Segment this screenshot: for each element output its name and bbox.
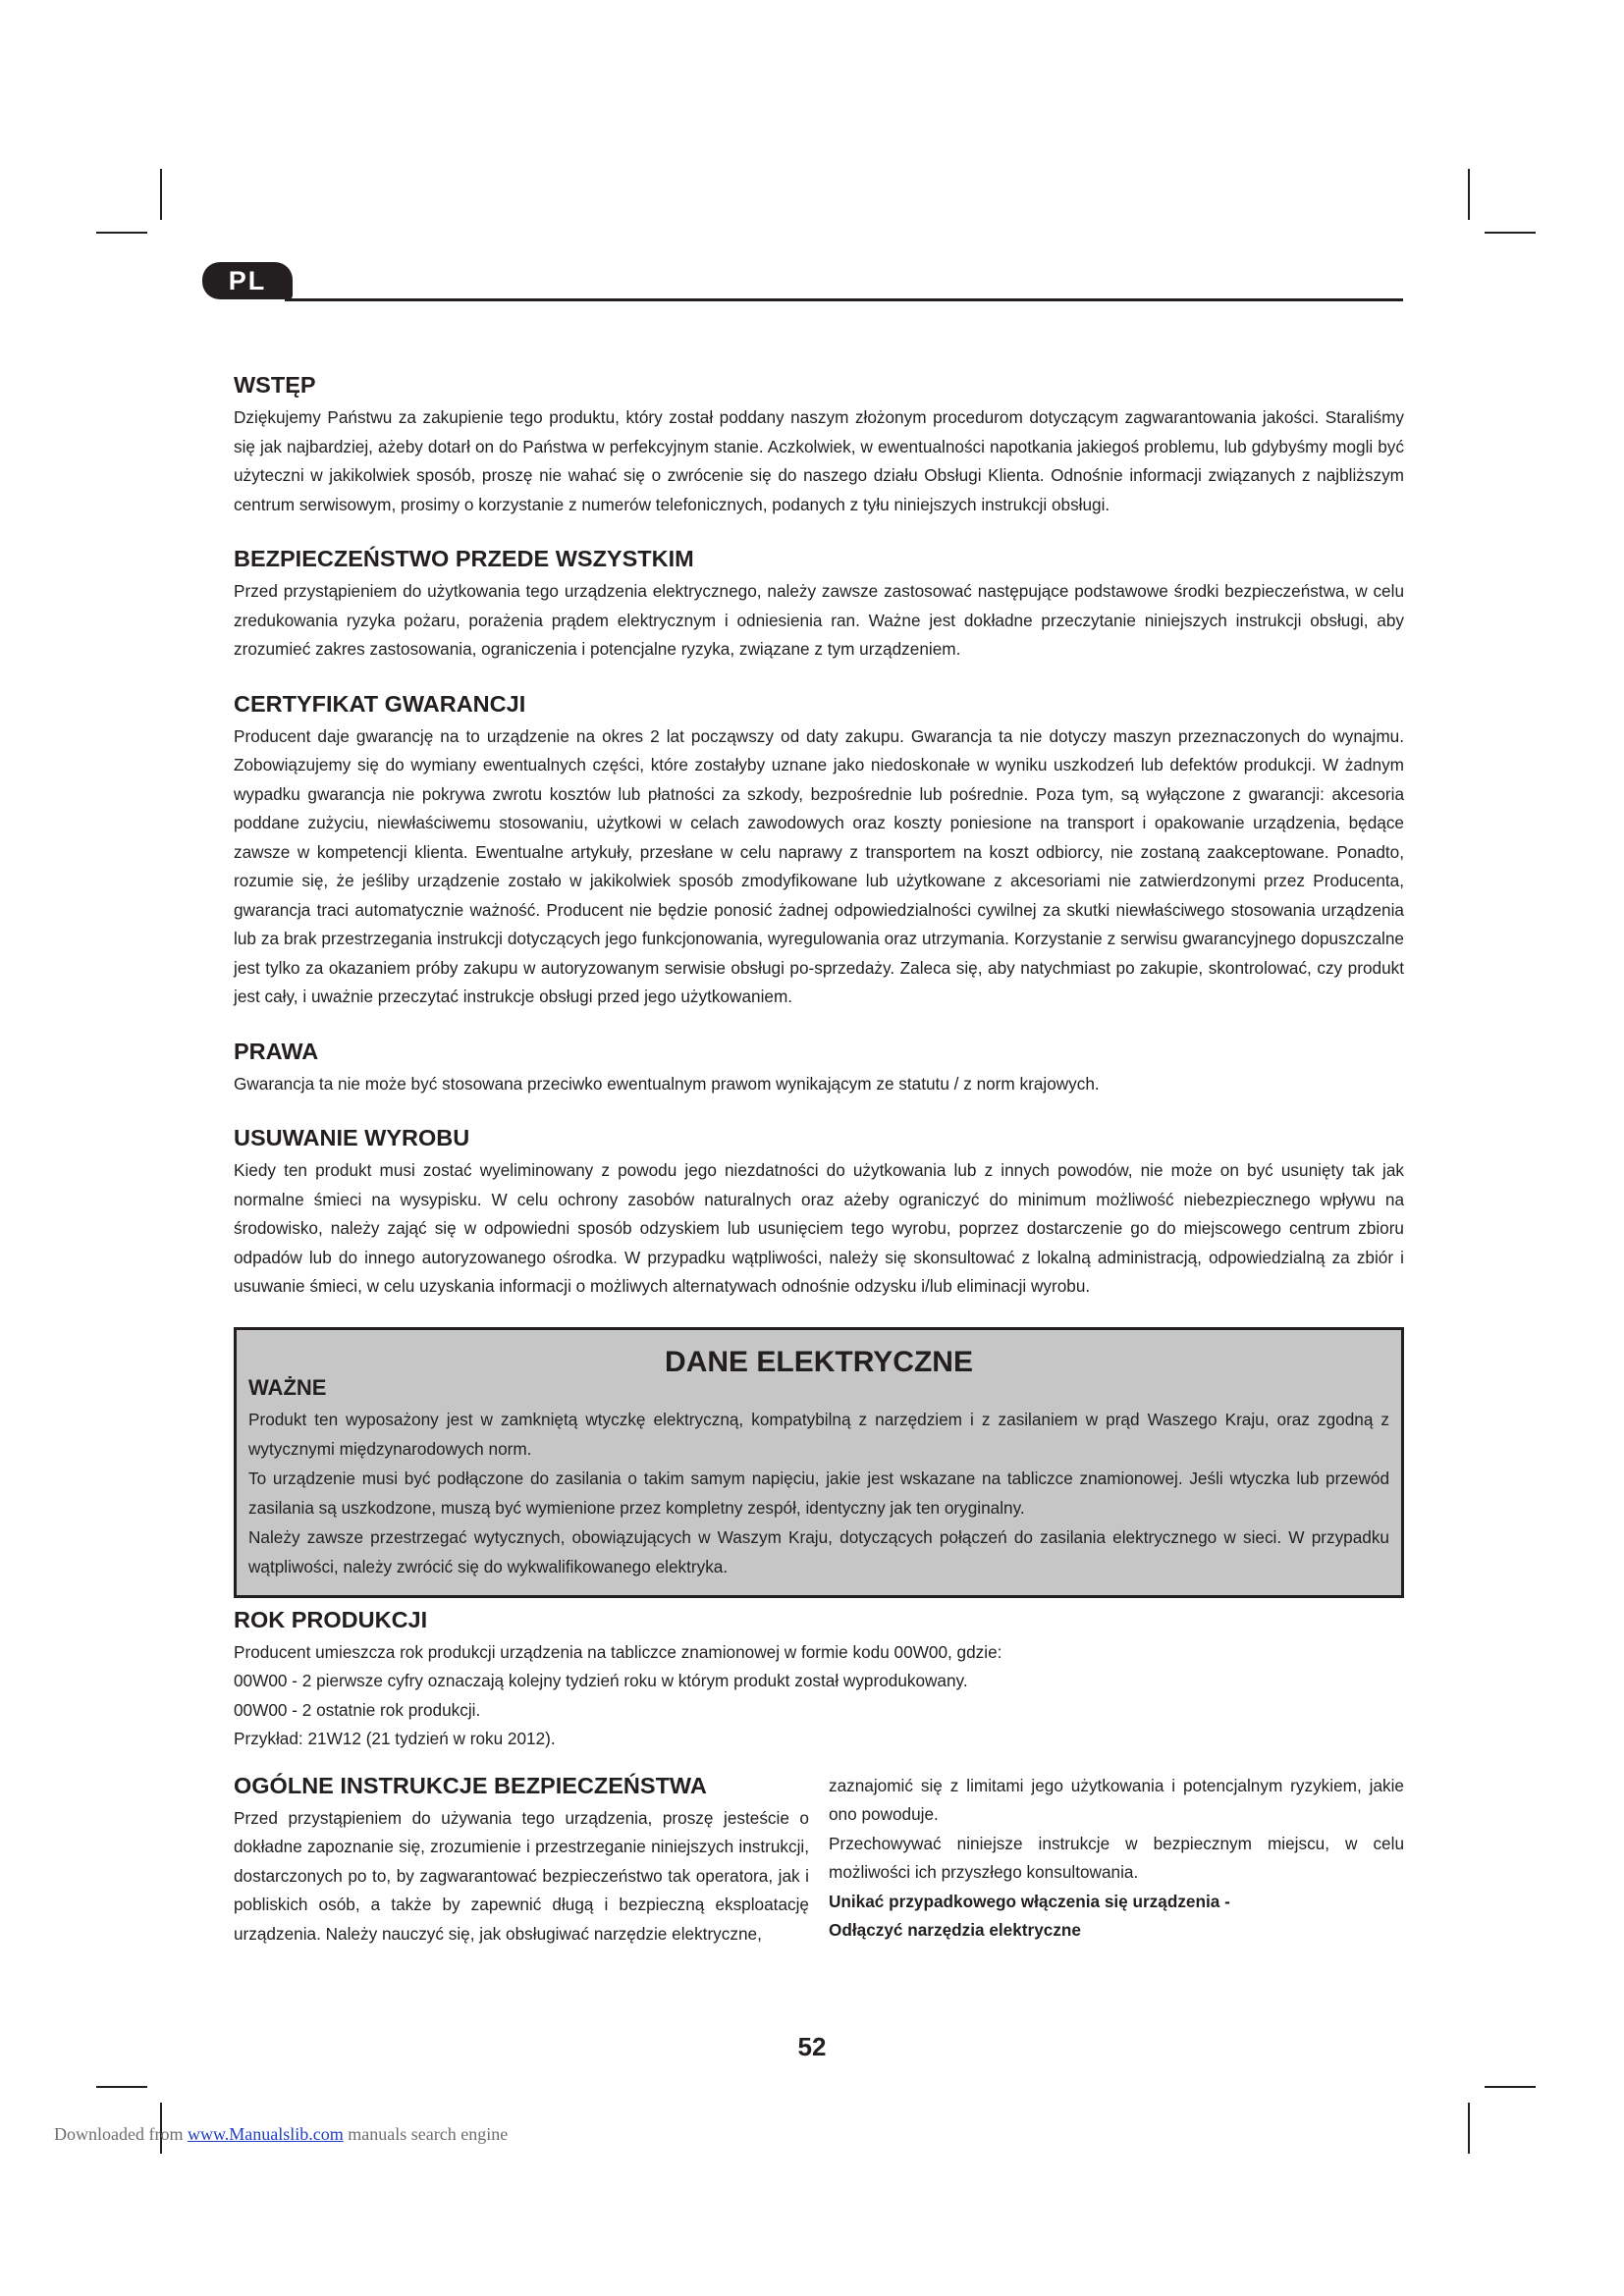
- general-safety-columns: [234, 1772, 1404, 1949]
- crop-mark: [1485, 2086, 1536, 2088]
- production-line: Przykład: 21W12 (21 tydzień w roku 2012).: [234, 1729, 556, 1748]
- language-badge: PL: [202, 262, 293, 299]
- production-line: Producent umieszcza rok produkcji urządzenia na tabliczce znamionowej w formie kodu 00W00, gdzie:: [234, 1641, 1002, 1662]
- footer-suffix: manuals search engine: [343, 2124, 509, 2144]
- section-introduction: [234, 371, 1404, 519]
- crop-mark: [1485, 232, 1536, 234]
- crop-mark: [160, 169, 162, 220]
- production-line: 00W00 - 2 ostatnie rok produkcji.: [234, 1699, 481, 1720]
- electrical-paragraph: Produkt ten wyposażony jest w zamkniętą wtyczkę elektryczną, kompatybilną z narzędziem i z zasilaniem w prąd Waszego Kraju, oraz zgodną z wytycznymi międzynarodowych norm.: [248, 1409, 1389, 1459]
- section-disposal: [234, 1124, 1404, 1302]
- section-title: WSTĘP: [234, 372, 316, 398]
- section-title: USUWANIE WYROBU: [234, 1125, 470, 1150]
- crop-mark: [1468, 2103, 1470, 2154]
- section-production-year: [234, 1606, 1404, 1754]
- section-rights: [234, 1038, 1404, 1099]
- page-content: [234, 371, 1404, 1949]
- general-safety-text: zaznajomić się z limitami jego użytkowania i potencjalnym ryzykiem, jakie ono powoduje.: [829, 1775, 1404, 1824]
- general-safety-heading: Unikać przypadkowego włączenia się urządzenia -: [829, 1891, 1230, 1911]
- section-text: Przed przystąpieniem do użytkowania tego urządzenia elektrycznego, należy zawsze zastosować następujące podstawowe środki bezpieczeństwa, w celu zredukowania ryzyka pożaru, porażenia prądem elektrycznym i odniesienia ran. Ważne jest dokładne przeczytanie niniejszych instrukcji obsługi, aby zrozumieć zakres zastosowania, ograniczenia i potencjalne ryzyka, związane z tym urządzeniem.: [234, 581, 1404, 659]
- crop-mark: [96, 232, 147, 234]
- section-safety: [234, 545, 1404, 665]
- production-line: 00W00 - 2 pierwsze cyfry oznaczają kolejny tydzień roku w którym produkt został wyprodukowany.: [234, 1671, 968, 1690]
- electrical-paragraph: Należy zawsze przestrzegać wytycznych, obowiązujących w Waszym Kraju, dotyczących połączeń do zasilania elektrycznego w sieci. W przypadku wątpliwości, należy zwrócić się do wykwalifikowanego elektryka.: [248, 1526, 1389, 1576]
- header-rule: [285, 298, 1403, 301]
- electrical-paragraph: To urządzenie musi być podłączone do zasilania o takim samym napięciu, jakie jest wskazane na tabliczce znamionowej. Jeśli wtyczka lub przewód zasilania są uszkodzone, muszą być wymienione przez kompletny zespół, identyczny jak ten oryginalny.: [248, 1468, 1389, 1518]
- general-safety-heading: Odłączyć narzędzia elektryczne: [829, 1920, 1081, 1940]
- general-safety-text: Przed przystąpieniem do używania tego urządzenia, proszę jesteście o dokładne zapoznanie się, zrozumienie i przestrzeganie niniejszych instrukcji, dostarczonych po to, by zagwarantować bezpieczeństwo tak operatora, jak i pobliskich osób, a także by zapewnić długą i bezpieczną eksploatację urządzenia. Należy nauczyć się, jak obsługiwać narzędzie elektryczne,: [234, 1807, 809, 1944]
- section-text: Producent daje gwarancję na to urządzenie na okres 2 lat począwszy od daty zakupu. Gwarancja ta nie dotyczy maszyn przeznaczonych do wynajmu. Zobowiązujemy się do wymiany ewentualnych części, które zostałyby uznane jako niedoskonałe w wyniku uszkodzeń lub defektów produkcji. W żadnym wypadku gwarancja nie pokrywa zwrotu kosztów lub płatności za szkody, bezpośrednie lub pośrednie. Poza tym, są wyłączone z gwarancji: akcesoria poddane zużyciu, niewłaściwemu stosowaniu, użytkowi w celach zawodowych oraz koszty poniesione na transport i opakowanie urządzenia, będące zawsze w kompetencji klienta. Ewentualne artykuły, przesłane w celu naprawy z transportem na koszt odbiorcy, nie zostaną zaakceptowane. Ponadto, rozumie się, że jeśliby urządzenie zostało w jakikolwiek sposób zmodyfikowane lub użytkowane z akcesoriami nie zatwierdzonymi przez Producenta, gwarancja traci automatycznie ważność. Producent nie będzie ponosić żadnej odpowiedzialności cywilnej za skutki niewłaściwego stosowania urządzenia lub za brak przestrzegania instrukcji dotyczących jego funkcjonowania, wyregulowania oraz utrzymania. Korzystanie z serwisu gwarancyjnego dopuszczalne jest tylko za okazaniem próby zakupu w autoryzowanym serwisie obsługi po-sprzedaży. Zaleca się, aby natychmiast po zakupie, skontrolować, czy produkt jest cały, i uważnie przeczytać instrukcje obsługi przed jego użytkowaniem.: [234, 725, 1404, 1006]
- electrical-subtitle: WAŻNE: [248, 1374, 327, 1400]
- crop-mark: [96, 2086, 147, 2088]
- section-title: PRAWA: [234, 1038, 319, 1064]
- section-title: OGÓLNE INSTRUKCJE BEZPIECZEŃSTWA: [234, 1772, 707, 1798]
- section-title: ROK PRODUKCJI: [234, 1606, 428, 1632]
- electrical-title: DANE ELEKTRYCZNE: [665, 1345, 973, 1378]
- download-footer: [54, 2124, 508, 2145]
- section-text: Kiedy ten produkt musi zostać wyeliminowany z powodu jego niezdatności do użytkowania lub z innych powodów, nie może on być usunięty tak jak normalne śmieci na wysypisku. W celu ochrony zasobów naturalnych oraz ażeby ograniczyć do minimum możliwość niebezpiecznego wpływu na środowisko, należy zająć się w odpowiedni sposób odzyskiem lub usunięciem tego wyrobu, poprzez dostarczenie go do miejscowego centrum zbioru odpadów lub do innego autoryzowanego ośrodka. W przypadku wątpliwości, należy się skonsultować z lokalną administracją, odpowiedzialną za zbiór i usuwanie śmieci, w celu uzyskania informacji o możliwych alternatywach odnośnie odzysku i/lub eliminacji wyrobu.: [234, 1160, 1404, 1296]
- section-text: Dziękujemy Państwu za zakupienie tego produktu, który został poddany naszym złożonym procedurom dotyczącym zagwarantowania jakości. Staraliśmy się jak najbardziej, ażeby dotarł on do Państwa w perfekcyjnym stanie. Aczkolwiek, w ewentualności napotkania jakiegoś problemu, lub gdybyśmy mogli być użyteczni w jakikolwiek sposób, proszę nie wahać się o zwrócenie się do naszego działu Obsługi Klienta. Odnośnie informacji związanych z najbliższym centrum serwisowym, prosimy o korzystanie z numerów telefonicznych, podanych z tyłu niniejszych instrukcji obsługi.: [234, 407, 1404, 514]
- crop-mark: [1468, 169, 1470, 220]
- section-text: Gwarancja ta nie może być stosowana przeciwko ewentualnym prawom wynikającym ze statutu / z norm krajowych.: [234, 1073, 1100, 1094]
- page-number: 52: [797, 2032, 827, 2061]
- manualslib-link[interactable]: www.Manualslib.com: [187, 2124, 344, 2144]
- general-safety-text: Przechowywać niniejsze instrukcje w bezpiecznym miejscu, w celu możliwości ich przyszłego konsultowania.: [829, 1833, 1404, 1882]
- electrical-data-box: [234, 1327, 1404, 1598]
- section-title: BEZPIECZEŃSTWO PRZEDE WSZYSTKIM: [234, 546, 694, 571]
- section-warranty: [234, 690, 1404, 1012]
- general-safety-right-column: [829, 1772, 1404, 1949]
- footer-prefix: Downloaded from: [54, 2124, 188, 2144]
- section-title: CERTYFIKAT GWARANCJI: [234, 690, 526, 717]
- general-safety-left-column: [234, 1772, 809, 1949]
